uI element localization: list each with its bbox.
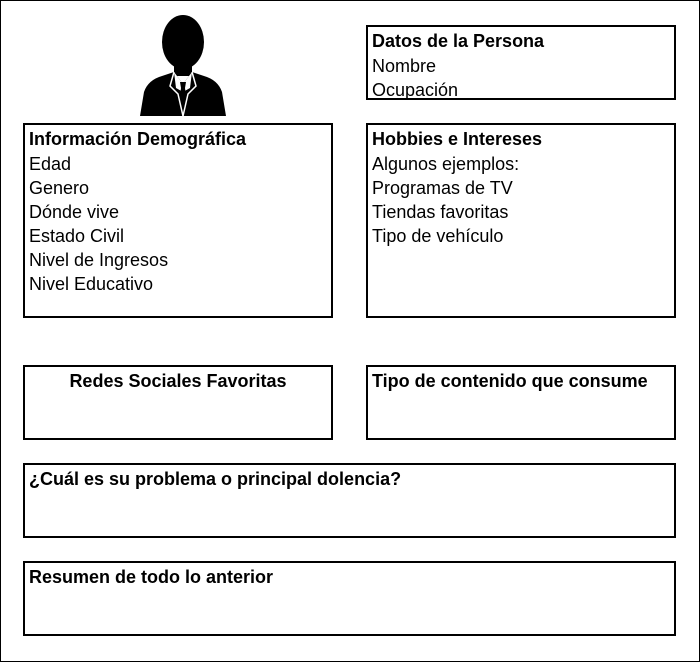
hobbies-item-vehiculo: Tipo de vehículo	[372, 226, 504, 246]
demografica-item-estado-civil: Estado Civil	[29, 226, 125, 246]
problema-box	[23, 463, 676, 538]
datos-item-ocupacion: Ocupación	[372, 80, 459, 100]
person-silhouette-icon	[138, 12, 228, 116]
hobbies-intereses-title: Hobbies e Intereses	[372, 129, 543, 149]
tipo-contenido-title: Tipo de contenido que consume	[372, 371, 648, 391]
redes-sociales-box	[23, 365, 333, 440]
datos-item-nombre: Nombre	[372, 56, 437, 76]
redes-sociales-title: Redes Sociales Favoritas	[69, 371, 287, 391]
resumen-title: Resumen de todo lo anterior	[29, 567, 274, 587]
datos-persona-title: Datos de la Persona	[372, 31, 545, 51]
resumen-box	[23, 561, 676, 636]
informacion-demografica-box	[23, 123, 333, 318]
demografica-item-edad: Edad	[29, 154, 72, 174]
problema-title: ¿Cuál es su problema o principal dolencia?	[29, 469, 402, 489]
demografica-item-nivel-ingresos: Nivel de Ingresos	[29, 250, 169, 270]
hobbies-item-programas-tv: Programas de TV	[372, 178, 513, 198]
hobbies-intereses-box	[366, 123, 676, 318]
hobbies-item-tiendas: Tiendas favoritas	[372, 202, 509, 222]
demografica-item-donde-vive: Dónde vive	[29, 202, 120, 222]
hobbies-item-ejemplos: Algunos ejemplos:	[372, 154, 520, 174]
informacion-demografica-title: Información Demográfica	[29, 129, 247, 149]
datos-persona-box	[366, 25, 676, 100]
tipo-contenido-box	[366, 365, 676, 440]
demografica-item-genero: Genero	[29, 178, 90, 198]
demografica-item-nivel-educativo: Nivel Educativo	[29, 274, 154, 294]
